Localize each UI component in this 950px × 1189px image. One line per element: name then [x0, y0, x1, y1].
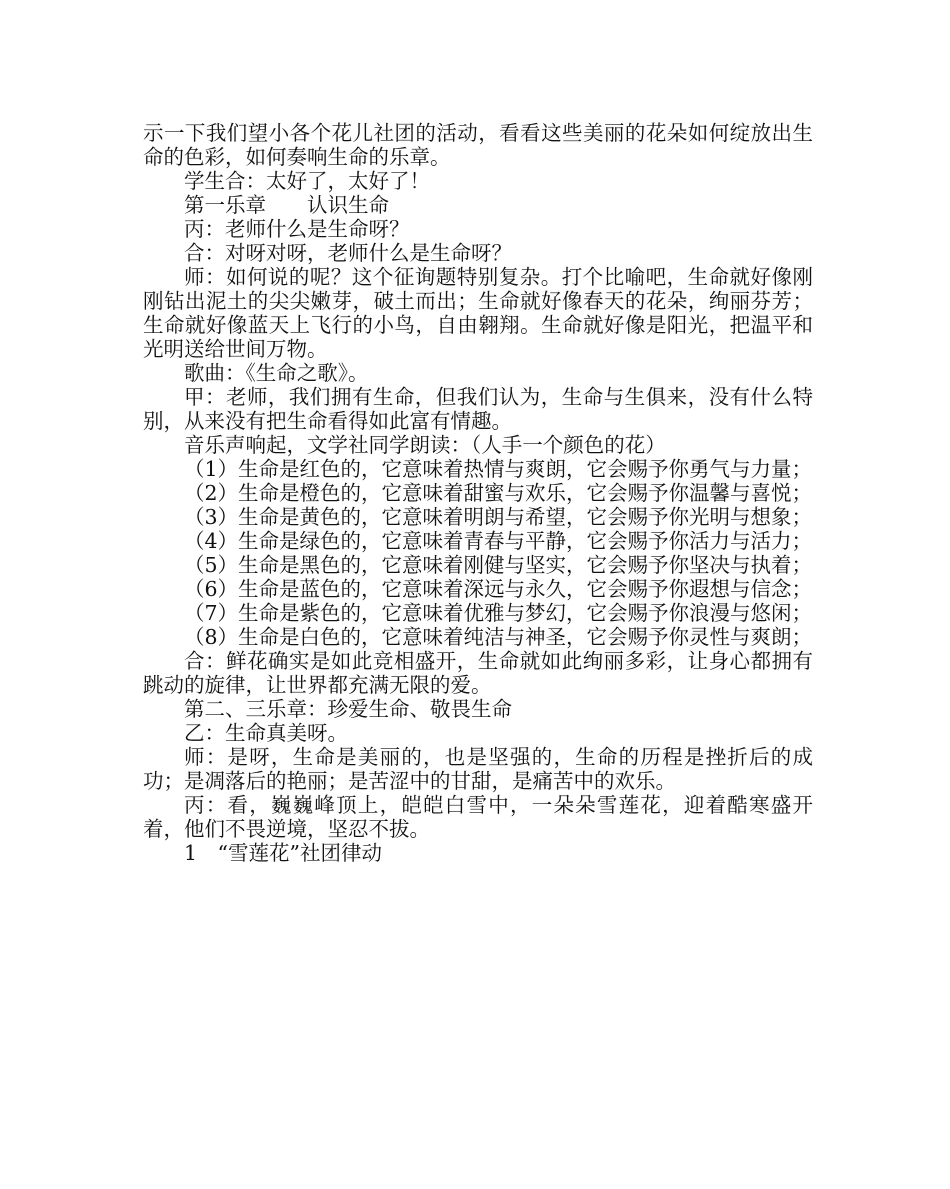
list-item-black: （5）生命是黑色的，它意味着刚健与坚实，它会赐予你坚决与执着； [184, 553, 813, 577]
paragraph-yi-remark: 乙：生命真美呀。 [184, 721, 348, 745]
paragraph-teacher-answer: 师：如何说的呢？这个征询题特别复杂。打个比喻吧，生命就好像刚刚钻出泥土的尖尖嫩芽，破土而出；生命就好像春天的花朵，绚丽芬芳；生命就好像蓝天上飞行的小鸟，自由翱翔。生命就好像是阳光，把温平和光明送给世间万物。 [143, 265, 813, 361]
paragraph-students-reply: 学生合：太好了，太好了！ [184, 169, 430, 193]
paragraph-chorus-question: 合：对呀对呀，老师什么是生命呀？ [184, 241, 512, 265]
document-page [143, 121, 813, 865]
paragraph-snow-lotus-activity: 1 “雪莲花”社团律动 [184, 841, 383, 865]
list-item-red: （1）生命是红色的，它意味着热情与爽朗，它会赐予你勇气与力量； [184, 457, 813, 481]
section-heading-chapter-two-three: 第二、三乐章：珍爱生命、敬畏生命 [184, 697, 512, 721]
paragraph-intro: 示一下我们望小各个花儿社团的活动，看看这些美丽的花朵如何绽放出生命的色彩，如何奏响生命的乐章。 [143, 121, 813, 169]
paragraph-jia-remark: 甲：老师，我们拥有生命，但我们认为，生命与生俱来，没有什么特别，从来没有把生命看得如此富有情趣。 [143, 385, 813, 433]
paragraph-bing-question: 丙：老师什么是生命呀？ [184, 217, 410, 241]
paragraph-song: 歌曲：《生命之歌》。 [184, 361, 369, 385]
paragraph-music-reading: 音乐声响起，文学社同学朗读：（人手一个颜色的花） [184, 433, 666, 457]
list-item-purple: （7）生命是紫色的，它意味着优雅与梦幻，它会赐予你浪漫与悠闲； [184, 601, 813, 625]
paragraph-chorus-flowers: 合：鲜花确实是如此竞相盛开，生命就如此绚丽多彩，让身心都拥有跳动的旋律，让世界都充满无限的爱。 [143, 649, 813, 697]
list-item-yellow: （3）生命是黄色的，它意味着明朗与希望，它会赐予你光明与想象； [184, 505, 813, 529]
list-item-orange: （2）生命是橙色的，它意味着甜蜜与欢乐，它会赐予你温馨与喜悦； [184, 481, 813, 505]
paragraph-teacher-reply: 师：是呀，生命是美丽的，也是坚强的，生命的历程是挫折后的成功；是凋落后的艳丽；是苦涩中的甘甜，是痛苦中的欢乐。 [143, 745, 813, 793]
list-item-blue: （6）生命是蓝色的，它意味着深远与永久，它会赐予你遐想与信念； [184, 577, 813, 601]
list-item-green: （4）生命是绿色的，它意味着青春与平静，它会赐予你活力与活力； [184, 529, 813, 553]
paragraph-bing-snow-lotus: 丙：看，巍巍峰顶上，皑皑白雪中，一朵朵雪莲花，迎着酷寒盛开着，他们不畏逆境，坚忍不拔。 [143, 793, 813, 841]
list-item-white: （8）生命是白色的，它意味着纯洁与神圣，它会赐予你灵性与爽朗； [184, 625, 813, 649]
section-heading-chapter-one: 第一乐章 认识生命 [184, 193, 389, 217]
